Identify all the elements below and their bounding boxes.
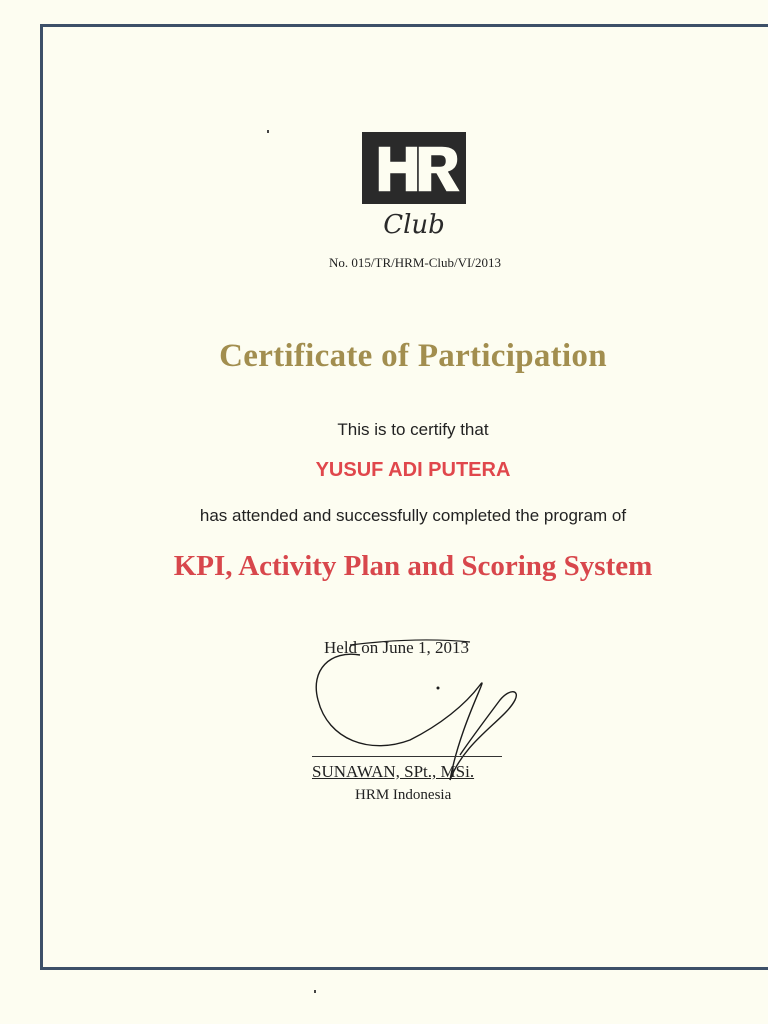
certify-text: This is to certify that bbox=[337, 420, 489, 439]
hr-club-logo bbox=[356, 132, 472, 242]
recipient-name: YUSUF ADI PUTERA bbox=[315, 459, 511, 481]
paper-speck bbox=[314, 990, 316, 993]
handwritten-signature bbox=[300, 630, 540, 810]
logo-club-text: Club bbox=[383, 210, 445, 240]
held-date: Held on June 1, 2013 bbox=[324, 638, 469, 657]
signer-name: SUNAWAN, SPt., MSi. bbox=[312, 762, 475, 781]
signer-organization: HRM Indonesia bbox=[355, 787, 452, 803]
program-title: KPI, Activity Plan and Scoring System bbox=[173, 550, 653, 582]
signature-line bbox=[312, 756, 502, 757]
certificate-title: Certificate of Participation bbox=[219, 338, 607, 374]
attended-text: has attended and successfully completed the program of bbox=[199, 506, 627, 525]
certificate-number: No. 015/TR/HRM-Club/VI/2013 bbox=[329, 255, 501, 270]
paper-speck bbox=[267, 130, 269, 133]
